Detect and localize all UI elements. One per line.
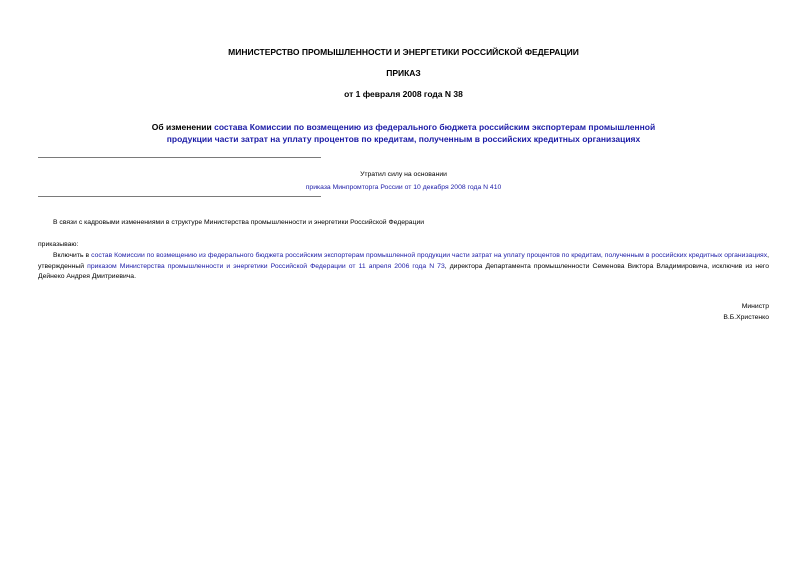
document-type: ПРИКАЗ	[386, 68, 421, 78]
signature-block	[723, 301, 769, 323]
order-word: приказываю:	[38, 241, 79, 248]
document-title	[0, 121, 807, 145]
title-prefix: Об изменении	[151, 122, 215, 132]
main-paragraph	[38, 251, 769, 283]
commission-composition-link[interactable]: состав Комиссии по возмещению из федерального бюджета российским экспортерам промышленной продукции части затрат на уплату процентов по кредитам, полученным в российских кредитных организациях	[91, 252, 768, 259]
title-commission-link[interactable]: состава Комиссии по возмещению из федерального бюджета российским экспортерам промышленной продукции части затрат на уплату процентов по кредитам, полученным в российских кредитных организациях	[166, 122, 656, 144]
para-end: , директора Департамента промышленности Семенова Виктора Владимировича, исключив из него Дейнеко Андрея Дмитриевича.	[38, 262, 769, 280]
ministry-heading: МИНИСТЕРСТВО ПРОМЫШЛЕННОСТИ И ЭНЕРГЕТИКИ РОССИЙСКОЙ ФЕДЕРАЦИИ	[228, 47, 579, 57]
document-date-number: от 1 февраля 2008 года N 38	[344, 89, 463, 99]
divider-bottom	[38, 196, 321, 197]
preamble-text: В связи с кадровыми изменениями в структуре Министерства промышленности и энергетики Российской Федерации	[53, 219, 425, 226]
signatory-position: Министр	[741, 303, 769, 310]
para-start: Включить в	[53, 252, 92, 259]
signatory-name: В.Б.Христенко	[723, 314, 769, 321]
repeal-order-link[interactable]: приказа Минпромторга России от 10 декабря 2008 года N 410	[305, 184, 502, 191]
validity-note-text: Утратил силу на основании	[360, 171, 447, 178]
validity-note	[200, 168, 607, 194]
order-73-link[interactable]: приказом Министерства промышленности и энергетики Российской Федерации от 11 апреля 2006 года N 73	[87, 262, 445, 270]
para-mid: , утвержденный	[38, 252, 769, 270]
divider-top	[38, 157, 321, 158]
